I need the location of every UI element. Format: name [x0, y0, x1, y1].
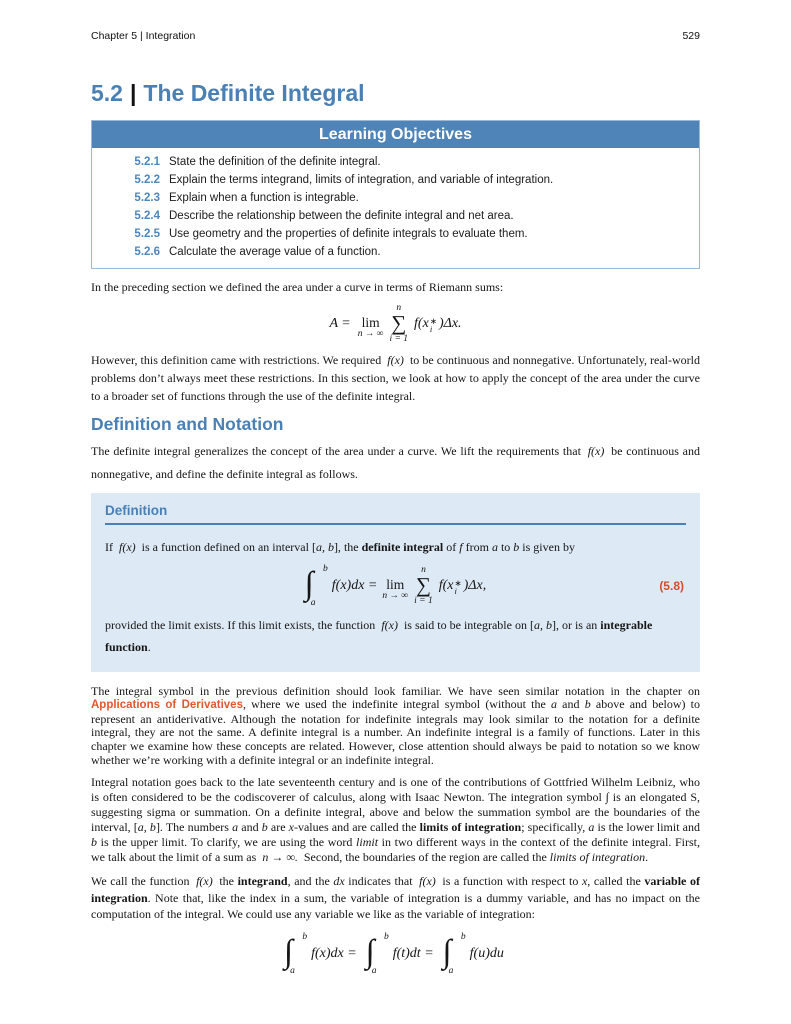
text-segment: definite integral — [361, 539, 444, 554]
text-segment: and — [557, 697, 585, 712]
text-segment: indicates that — [344, 874, 417, 889]
text-segment: is the upper limit. To clarify, we are using the word — [97, 835, 357, 850]
text-segment: is a function with respect to — [438, 874, 582, 889]
integral-upper-limit: b — [383, 931, 389, 942]
text-segment: in two different ways in the context of the definite integral. First, we talk about the limit of a sum as — [91, 835, 701, 865]
term-superscript: ∗ — [429, 315, 437, 326]
text-segment: of — [443, 539, 460, 554]
integral-sign: ∫ — [442, 933, 452, 970]
text-segment: ], — [551, 617, 559, 632]
paragraph-definition-intro — [91, 440, 700, 486]
page-number: 529 — [682, 30, 700, 42]
integral-body: f(x)dx = — [331, 577, 378, 593]
learning-objective-item — [92, 189, 699, 207]
text-segment: ; specifically, — [521, 820, 589, 835]
text-segment: the — [215, 874, 238, 889]
term-subscript: i — [429, 323, 433, 334]
text-segment: integrable function — [105, 617, 653, 654]
objective-number: 5.2.1 — [134, 156, 160, 168]
text-segment: to be continuous and nonnegative. Unfortunately, real-world problems don’t always meet these restrictions. In this section, we look at how to apply the concept of the area under the curve to a broader set of functions through the use of the definite integral. — [91, 352, 700, 403]
summand-term — [414, 316, 461, 332]
text-segment: a — [551, 697, 557, 712]
integral-body: f(x)dx = — [311, 945, 357, 961]
integral-sign: ∫ — [304, 565, 314, 602]
objective-number: 5.2.5 — [134, 228, 160, 240]
text-segment: a — [491, 539, 498, 554]
section-title — [91, 80, 700, 106]
definite-integral-formula — [105, 560, 686, 612]
text-segment: is given by — [519, 539, 575, 554]
sigma-symbol: ∑ — [415, 572, 431, 597]
limit-block — [358, 316, 384, 339]
term-pre: f(x — [438, 577, 454, 593]
objective-number: 5.2.6 — [134, 246, 160, 258]
summation-block — [389, 304, 408, 344]
learning-objective-item — [92, 243, 699, 261]
integral-block — [284, 931, 308, 976]
learning-objective-item — [92, 225, 699, 243]
text-segment: [ — [311, 539, 316, 554]
integral-lower-limit: a — [310, 597, 316, 608]
text-segment: The integral symbol in the previous definition should look familiar. We have seen similar notation in the chapter on — [91, 683, 700, 698]
integral-upper-limit: b — [460, 931, 466, 942]
learning-objectives-list — [92, 148, 699, 268]
sum-upper-bound: n — [396, 302, 402, 313]
definition-paragraph-2 — [105, 614, 686, 658]
text-segment: x — [581, 874, 588, 889]
variable-of-integration-formula — [91, 932, 700, 976]
learning-objective-item — [92, 171, 699, 189]
integral-block — [304, 563, 328, 608]
text-segment: integrand — [237, 874, 288, 889]
integral-lower-limit: a — [448, 965, 454, 976]
integral-group — [365, 931, 437, 976]
text-segment: f(x) — [381, 617, 398, 632]
objective-text: State the definition of the definite integral. — [169, 156, 381, 168]
definition-rule — [105, 523, 686, 525]
integral-block — [442, 931, 466, 976]
text-segment: f(x) — [196, 874, 213, 889]
text-segment: b — [91, 835, 97, 850]
term-scripts — [454, 579, 461, 595]
text-segment: , called the — [587, 874, 645, 889]
integral-group — [442, 931, 507, 976]
text-segment: is a function defined on an interval — [138, 539, 312, 554]
limit-word: lim — [361, 315, 380, 331]
text-segment: dx — [333, 874, 345, 889]
text-segment: variable of integration — [91, 874, 700, 905]
learning-objective-item — [92, 153, 699, 171]
text-segment: from — [462, 539, 492, 554]
integral-sign: ∫ — [365, 933, 375, 970]
text-segment: However, this definition came with restrictions. We required — [91, 352, 385, 367]
text-segment: [ — [529, 617, 534, 632]
integral-body: f(t)dt = — [392, 945, 434, 961]
text-segment: n → ∞. — [262, 850, 298, 865]
summand-term — [439, 578, 486, 594]
text-segment: b — [513, 539, 520, 554]
integral-upper-limit: b — [302, 931, 308, 942]
objective-number: 5.2.3 — [134, 192, 160, 204]
paragraph-intro — [91, 281, 700, 295]
formula-lhs: A = — [329, 315, 351, 331]
limit-block — [382, 578, 408, 601]
text-segment: Integral notation goes back to the late seventeenth century and is one of the contributions of Gottfried Wilhelm Leibniz, who is often considered to be the codiscoverer of calculus, along with Isaac Newton. The integration symbol ∫ is an elongated S, suggesting sigma or summation. On a definite integral, above and below the summation symbol are the boundaries of the interval, — [91, 775, 700, 835]
text-segment: f(x) — [119, 539, 136, 554]
text-segment: . — [645, 850, 649, 865]
objective-text: Use geometry and the properties of definite integrals to evaluate them. — [169, 228, 528, 240]
text-segment: Second, the boundaries of the region are called the — [300, 850, 550, 865]
text-segment: f(x) — [419, 874, 436, 889]
link-applications-of-derivatives[interactable]: Applications of Derivatives — [91, 699, 243, 712]
definition-heading: Definition — [105, 502, 168, 518]
text-segment: ]. — [155, 820, 163, 835]
term-superscript: ∗ — [454, 577, 462, 588]
sum-upper-bound: n — [421, 564, 426, 575]
text-segment: x — [288, 820, 294, 835]
text-segment: f(x) — [587, 443, 605, 458]
text-segment: above and below) to represent an antiderivative. Although the notation for indefinite integrals may look similar to the notation for a definite integral, they are not the same. A definite integral is a number. An indefinite integral is a family of functions. Later in this chapter we examine how these concepts are related. However, close attention should always be paid to notation so we know whether we’re working with a definite integral or an indefinite integral. — [91, 697, 701, 767]
text-segment: The numbers — [162, 820, 233, 835]
integral-lower-limit: a — [371, 965, 377, 976]
text-segment: -values and are called the — [293, 820, 420, 835]
text-segment: The definite integral generalizes the concept of the area under a curve. We lift the requirements that — [91, 443, 585, 458]
term-subscript: i — [454, 585, 457, 596]
term-scripts — [430, 317, 437, 333]
text-segment: , and the — [287, 874, 334, 889]
running-header-chapter: Chapter 5 | Integration — [91, 30, 196, 42]
term-post: )Δx. — [438, 315, 462, 331]
text-segment: to — [497, 539, 514, 554]
learning-objective-item — [92, 207, 699, 225]
text-segment: the — [340, 539, 362, 554]
learning-objectives-heading: Learning Objectives — [92, 121, 699, 148]
paragraph-restrictions — [91, 351, 700, 405]
limit-word: lim — [386, 577, 405, 593]
integral-block — [365, 931, 389, 976]
text-segment: and — [238, 820, 262, 835]
integral-sign: ∫ — [284, 933, 294, 970]
text-segment: are — [267, 820, 289, 835]
paragraph-integral-symbol — [91, 685, 700, 768]
term-post: )Δx, — [463, 577, 487, 593]
text-segment: If — [105, 539, 116, 554]
text-segment: is said to be integrable on — [400, 617, 530, 632]
text-segment: ], — [333, 539, 341, 554]
sigma-symbol: ∑ — [391, 310, 407, 335]
section-title-separator: | — [129, 80, 137, 106]
text-segment: provided the limit exists. If this limit exists, the function — [105, 617, 379, 632]
text-segment: , where we used the indefinite integral symbol (without the — [242, 697, 551, 712]
limit-subscript: n → ∞ — [357, 329, 384, 340]
sum-lower-bound: i = 1 — [389, 333, 409, 344]
limit-subscript: n → ∞ — [382, 591, 409, 602]
learning-objectives-box — [91, 120, 700, 269]
text-segment: [ — [133, 820, 138, 835]
definition-box — [91, 493, 700, 672]
text-segment: a, b — [137, 820, 156, 835]
equation-number: (5.8) — [659, 578, 684, 593]
text-segment: f — [459, 539, 463, 554]
riemann-sum-formula — [91, 301, 700, 347]
text-segment: a — [232, 820, 239, 835]
text-segment: We call the function — [91, 874, 194, 889]
text-segment: a, b — [315, 539, 334, 554]
objective-text: Explain when a function is integrable. — [169, 192, 359, 204]
text-segment: f(x) — [387, 352, 404, 367]
text-segment: be continuous and nonnegative, and define the definite integral as follows. — [91, 443, 700, 481]
text-segment: b — [584, 697, 591, 712]
term-pre: f(x — [414, 315, 429, 331]
text-segment: a, b — [533, 617, 552, 632]
text-segment: limits of integration — [549, 850, 646, 865]
objective-text: Calculate the average value of a function. — [169, 246, 381, 258]
integral-lower-limit: a — [290, 965, 295, 976]
subsection-heading: Definition and Notation — [91, 413, 284, 434]
objective-number: 5.2.4 — [134, 210, 160, 222]
text-segment: b — [261, 820, 268, 835]
integral-group — [284, 931, 360, 976]
text-segment: limit — [356, 835, 379, 850]
section-title-text: The Definite Integral — [143, 80, 365, 106]
text-segment: is the lower limit and — [594, 820, 701, 835]
definition-paragraph-1 — [105, 536, 686, 558]
text-segment: limits of integration — [419, 820, 522, 835]
objective-number: 5.2.2 — [134, 174, 160, 186]
running-header — [91, 30, 700, 42]
text-segment: a — [588, 820, 595, 835]
sum-lower-bound: i = 1 — [414, 595, 433, 606]
text-segment: In the preceding section we defined the area under a curve in terms of Riemann sums: — [91, 280, 504, 294]
integral-upper-limit: b — [323, 563, 328, 574]
section-number: 5.2 — [91, 80, 123, 106]
paragraph-integrand — [91, 873, 700, 923]
paragraph-leibniz — [91, 775, 700, 865]
text-segment: . — [147, 639, 151, 654]
summation-block — [414, 566, 433, 606]
objective-text: Describe the relationship between the definite integral and net area. — [169, 210, 514, 222]
integral-body: f(u)du — [469, 945, 504, 961]
text-segment: . Note that, like the index in a sum, the variable of integration is a dummy variable, and has no impact on the computation of the integral. We could use any variable we like as the variable of integration: — [91, 890, 700, 922]
objective-text: Explain the terms integrand, limits of integration, and variable of integration. — [169, 174, 554, 186]
text-segment: or is an — [558, 617, 601, 632]
